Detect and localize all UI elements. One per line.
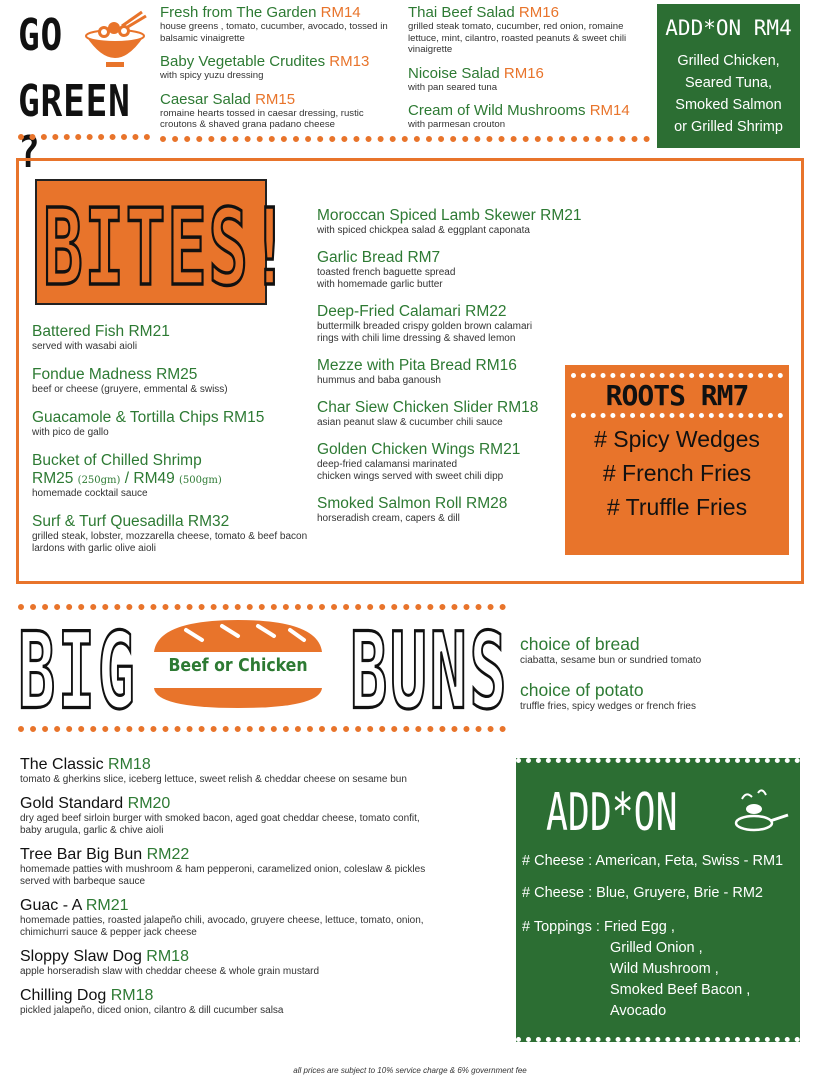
- item-desc: asian peanut slaw & cucumber chili sauce: [317, 417, 503, 428]
- item-weight: (500gm): [179, 475, 222, 486]
- item-desc: tomato & gherkins slice, iceberg lettuce, sweet relish & cheddar cheese on sesame bun: [20, 774, 407, 785]
- buns-word: BUNS: [350, 610, 510, 733]
- item-desc: rings with chili lime dressing & shaved lemon: [317, 333, 516, 344]
- roots-title: ROOTS RM7: [605, 379, 749, 412]
- item-desc: grilled steak tomato, cucumber, red onion, romaine lettuce, mint, cilantro, roasted peanuts & sweet chili vinaigrette: [408, 21, 627, 55]
- addon-title: ADD*ON: [546, 783, 678, 843]
- bites-right-column: [317, 207, 582, 537]
- item-price: RM18: [110, 987, 154, 1004]
- item-desc: apple horseradish slaw with cheddar cheese & whole grain mustard: [20, 966, 320, 977]
- item-price: RM16: [503, 64, 544, 82]
- item-desc: served with barbeque sauce: [20, 876, 146, 887]
- addon-cheese-2: # Cheese : Blue, Gruyere, Brie - RM2: [522, 885, 763, 901]
- menu-item: [20, 756, 500, 786]
- item-desc: with parmesan crouton: [408, 119, 506, 130]
- item-name: Guacamole & Tortilla Chips RM15: [32, 409, 265, 426]
- addon-panel: [516, 758, 800, 1042]
- menu-item: [32, 513, 312, 555]
- menu-item: [317, 399, 577, 429]
- item-desc: romaine hearts tossed in caesar dressing, rustic croutons & shaved grana padano cheese: [160, 107, 364, 130]
- toppings-label: # Toppings : Fried Egg ,: [522, 919, 675, 935]
- addon-top-line: Seared Tuna,: [684, 75, 773, 91]
- bites-left-column: [32, 323, 312, 568]
- item-price: RM21: [85, 897, 129, 914]
- divider: [160, 136, 650, 142]
- item-name: Surf & Turf Quesadilla RM32: [32, 513, 230, 530]
- menu-item: [32, 323, 312, 353]
- item-name: Bucket of Chilled Shrimp: [32, 452, 202, 469]
- salad-column-1: [160, 4, 400, 140]
- item-name: The Classic: [20, 756, 104, 773]
- item-name: Moroccan Spiced Lamb Skewer RM21: [317, 207, 582, 224]
- burgers-list: [20, 756, 500, 1026]
- go-green-line1: GO: [18, 10, 64, 61]
- item-price-line: [32, 470, 312, 488]
- addon-cheese-1: # Cheese : American, Feta, Swiss - RM1: [522, 853, 784, 869]
- menu-item: [20, 987, 500, 1017]
- item-desc: deep-fried calamansi marinated: [317, 459, 458, 470]
- item-name: Fondue Madness RM25: [32, 366, 198, 383]
- roots-list: [565, 422, 789, 524]
- choice-name: choice of bread: [520, 634, 640, 654]
- item-desc: chimichurri sauce & pepper jack cheese: [20, 927, 197, 938]
- choice-desc: ciabatta, sesame bun or sundried tomato: [520, 655, 702, 666]
- menu-item: [20, 795, 500, 837]
- menu-item: [408, 102, 648, 131]
- menu-item: [20, 897, 500, 939]
- menu-item: [32, 366, 312, 396]
- menu-item: [408, 4, 648, 56]
- item-desc: hummus and baba ganoush: [317, 375, 441, 386]
- item-desc: grilled steak, lobster, mozzarella cheese, tomato & beef bacon lardons with garlic olive aioli: [32, 531, 308, 554]
- menu-item: [32, 452, 312, 500]
- divider: [18, 134, 150, 140]
- topping-item: Avocado: [610, 1003, 667, 1019]
- item-desc: pickled jalapeño, diced onion, cilantro & dill cucumber salsa: [20, 1005, 284, 1016]
- topping-item: Grilled Onion ,: [610, 940, 703, 956]
- item-name: Garlic Bread RM7: [317, 249, 441, 266]
- bites-title-banner: [35, 179, 291, 309]
- go-green-line2: GREEN ?: [18, 76, 131, 178]
- addon-toppings: [522, 917, 800, 1022]
- item-name: Fresh from The Garden: [160, 4, 317, 21]
- item-desc: with spicy yuzu dressing: [160, 70, 264, 81]
- item-name: Nicoise Salad: [408, 64, 500, 82]
- item-desc: horseradish cream, capers & dill: [317, 513, 460, 524]
- choice-name: choice of potato: [520, 680, 644, 700]
- item-name: Gold Standard: [20, 795, 124, 812]
- addon-top-panel: [657, 4, 800, 148]
- choices-list: [520, 634, 810, 726]
- item-desc: baby arugula, garlic & chive aioli: [20, 825, 164, 836]
- item-name: Chilling Dog: [20, 987, 107, 1004]
- menu-item: [317, 441, 577, 483]
- item-price: RM18: [108, 756, 151, 773]
- item-desc: toasted french baguette spread: [317, 267, 456, 278]
- item-price: RM14: [589, 102, 630, 119]
- topping-item: Wild Mushroom ,: [610, 961, 719, 977]
- item-desc: chicken wings served with sweet chili dipp: [317, 471, 504, 482]
- addon-top-line: or Grilled Shrimp: [674, 119, 783, 135]
- item-price: / RM49: [120, 470, 175, 487]
- menu-item: [20, 948, 500, 978]
- menu-item: [160, 91, 400, 131]
- menu-item: [317, 303, 577, 345]
- item-name: Mezze with Pita Bread RM16: [317, 357, 517, 374]
- footnote: all prices are subject to 10% service charge & 6% government fee: [293, 1066, 527, 1075]
- menu-item: [32, 409, 312, 439]
- item-name: Guac - A: [20, 897, 82, 914]
- salad-bowl-icon: [82, 10, 148, 72]
- item-desc: with pan seared tuna: [408, 81, 498, 93]
- choice-desc: truffle fries, spicy wedges or french fries: [520, 701, 696, 712]
- item-desc: with homemade garlic butter: [317, 279, 443, 290]
- item-name: Char Siew Chicken Slider RM18: [317, 399, 539, 416]
- menu-item: [160, 4, 400, 44]
- bites-title: BITES!: [43, 187, 291, 309]
- roots-item: # Truffle Fries: [606, 494, 748, 520]
- addon-top-line: Smoked Salmon: [675, 97, 782, 113]
- item-name: Battered Fish RM21: [32, 323, 170, 340]
- item-name: Smoked Salmon Roll RM28: [317, 495, 508, 512]
- item-name: Thai Beef Salad: [408, 4, 515, 21]
- item-desc: dry aged beef sirloin burger with smoked bacon, aged goat cheddar cheese, tomato confit,: [20, 813, 420, 824]
- menu-item: [317, 207, 582, 237]
- choice-item: [520, 634, 810, 666]
- item-desc: beef or cheese (gruyere, emmental & swiss): [32, 384, 228, 395]
- roots-item: # French Fries: [602, 460, 752, 486]
- choice-item: [520, 680, 810, 712]
- item-name: Sloppy Slaw Dog: [20, 948, 142, 965]
- bites-section: [16, 158, 804, 584]
- topping-item: Smoked Beef Bacon ,: [610, 982, 751, 998]
- menu-item: [20, 846, 500, 888]
- item-price: RM15: [255, 90, 296, 108]
- addon-top-line: Grilled Chicken,: [677, 53, 780, 69]
- item-price: RM14: [320, 4, 361, 21]
- item-name: Tree Bar Big Bun: [20, 846, 143, 863]
- item-name: Deep-Fried Calamari RM22: [317, 303, 507, 320]
- item-price: RM20: [127, 795, 171, 812]
- big-word: BIG: [18, 610, 138, 733]
- menu-item: [317, 249, 577, 291]
- go-green-heading: [18, 4, 154, 178]
- item-desc: homemade patties with mushroom & ham pepperoni, caramelized onion, coleslaw & pickles: [20, 864, 426, 875]
- frying-pan-icon: [732, 789, 790, 839]
- addon-top-title: ADD*ON RM4: [665, 16, 792, 40]
- item-desc: house greens , tomato, cucumber, avocado, tossed in balsamic vinaigrette: [160, 21, 388, 44]
- item-desc: homemade cocktail sauce: [32, 488, 148, 499]
- item-name: Cream of Wild Mushrooms: [408, 102, 586, 119]
- item-desc: served with wasabi aioli: [32, 341, 138, 352]
- item-desc: with pico de gallo: [32, 427, 109, 438]
- divider: [18, 726, 506, 732]
- menu-item: [317, 495, 577, 525]
- item-price: RM13: [329, 53, 370, 70]
- item-price: RM18: [146, 948, 189, 965]
- salad-column-2: [408, 4, 648, 140]
- item-name: Caesar Salad: [160, 90, 251, 108]
- roots-title-frame: [571, 373, 783, 418]
- item-price: RM16: [518, 4, 559, 21]
- item-desc: with spiced chickpea salad & eggplant caponata: [317, 225, 530, 236]
- item-price: RM22: [146, 846, 190, 863]
- item-desc: buttermilk breaded crispy golden brown calamari: [317, 321, 533, 332]
- item-name: Baby Vegetable Crudites: [160, 53, 326, 70]
- roots-panel: [565, 365, 789, 555]
- item-price: RM25: [32, 470, 74, 487]
- menu-item: [317, 357, 577, 387]
- item-name: Golden Chicken Wings RM21: [317, 441, 521, 458]
- bun-label: Beef or Chicken: [168, 656, 308, 676]
- item-desc: homemade patties, roasted jalapeño chili, avocado, gruyere cheese, lettuce, tomato, onion,: [20, 915, 424, 926]
- item-weight: (250gm): [77, 475, 121, 486]
- menu-item: [160, 53, 400, 82]
- menu-item: [408, 65, 648, 94]
- roots-item: # Spicy Wedges: [594, 426, 760, 452]
- addon-lines: [522, 853, 800, 1022]
